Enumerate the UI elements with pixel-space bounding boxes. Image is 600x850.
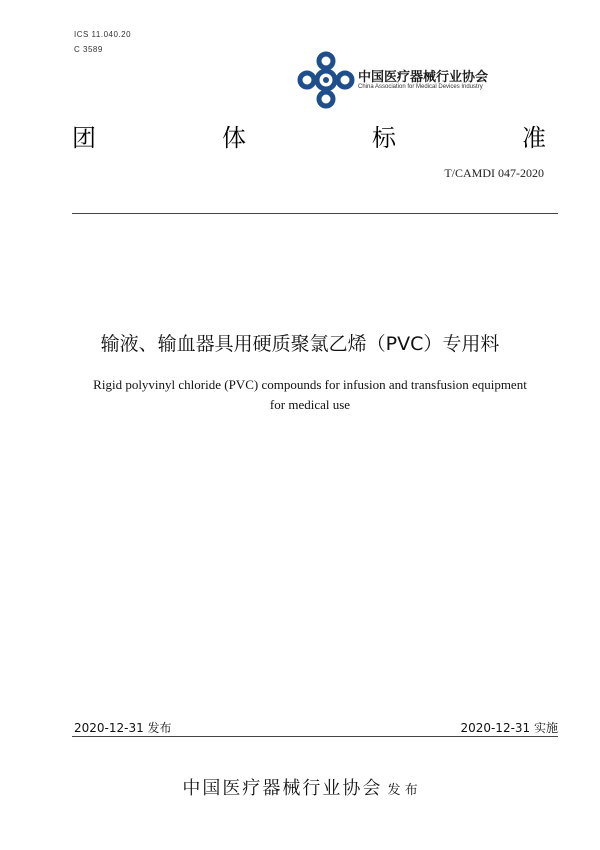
issuer: [0, 774, 600, 800]
header-divider: [72, 213, 558, 214]
title-chinese: 输液、输血器具用硬质聚氯乙烯（PVC）专用料: [100, 333, 500, 355]
standard-type-char-4: 准: [522, 124, 546, 152]
title-english-line-2: for medical use: [269, 397, 351, 412]
ics-code: ICS 11.040.20: [74, 30, 132, 39]
standard-type-char-3: 标: [372, 124, 396, 152]
organization-name-cn: 中国医疗器械行业协会: [358, 70, 489, 85]
ccs-code: C 3589: [74, 45, 103, 54]
title-english-line-1: Rigid polyvinyl chloride (PVC) compounds for infusion and transfusion equipment: [93, 377, 527, 392]
issuer-suffix: 发 布: [387, 783, 418, 798]
implement-date: 2020-12-31 实施: [460, 721, 558, 735]
association-logo-icon: [296, 50, 356, 110]
standard-type-char-2: 体: [222, 124, 246, 152]
standard-type-char-1: 团: [72, 124, 96, 152]
organization-name-en: China Association for Medical Devices Industry: [358, 84, 483, 90]
issuer-name: 中国医疗器械行业协会: [182, 778, 383, 799]
publish-date: 2020-12-31 发布: [74, 721, 172, 735]
standard-number: T/CAMDI 047-2020: [444, 166, 544, 180]
footer-divider: [72, 736, 558, 737]
association-logo: [296, 50, 356, 110]
title-english: [50, 375, 570, 415]
